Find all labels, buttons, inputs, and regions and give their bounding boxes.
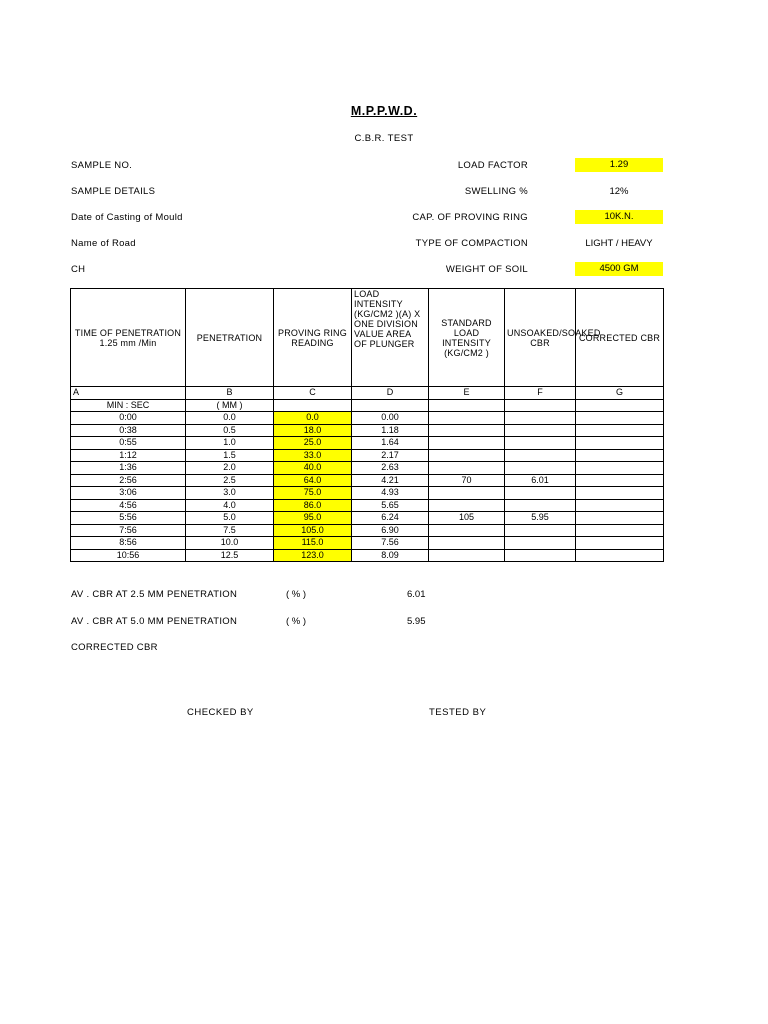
table-cell — [505, 437, 576, 450]
table-cell — [576, 487, 664, 500]
table-cell: 1.18 — [352, 424, 429, 437]
swelling-label: SWELLING % — [464, 186, 528, 197]
table-cell: 4.21 — [352, 474, 429, 487]
table-cell: 64.0 — [274, 474, 352, 487]
table-cell: 2.17 — [352, 449, 429, 462]
table-cell: 5.95 — [505, 512, 576, 525]
table-row — [71, 424, 664, 437]
table-row — [71, 474, 664, 487]
compaction-type-value: LIGHT / HEAVY — [585, 238, 653, 249]
table-cell: 7.5 — [186, 524, 274, 537]
table-row — [71, 512, 664, 525]
table-cell: 86.0 — [274, 499, 352, 512]
table-cell: 1.5 — [186, 449, 274, 462]
table-cell: 6.24 — [352, 512, 429, 525]
units-row — [71, 399, 664, 412]
proving-ring-capacity-value: 10K.N. — [575, 210, 663, 224]
load-factor-label: LOAD FACTOR — [457, 160, 528, 171]
unit-cell — [576, 399, 664, 412]
letter-cell: A — [71, 387, 186, 400]
table-cell — [576, 499, 664, 512]
table-cell — [429, 524, 505, 537]
table-cell — [429, 549, 505, 562]
unit-cell — [505, 399, 576, 412]
table-cell — [429, 424, 505, 437]
table-cell — [576, 412, 664, 425]
table-cell: 1.64 — [352, 437, 429, 450]
table-cell: 0:38 — [71, 424, 186, 437]
table-cell: 3.0 — [186, 487, 274, 500]
table-cell: 6.90 — [352, 524, 429, 537]
table-header-row — [71, 289, 664, 387]
table-cell: 6.01 — [505, 474, 576, 487]
header-load-intensity: LOAD INTENSITY (KG/CM2 )(A) X ONE DIVISION VALUE AREA OF PLUNGER — [352, 289, 429, 387]
avg-cbr-2-5-value: 6.01 — [407, 589, 426, 600]
chainage-label: CH — [71, 264, 86, 275]
table-cell: 70 — [429, 474, 505, 487]
table-row — [71, 449, 664, 462]
corrected-cbr-label: CORRECTED CBR — [71, 642, 158, 653]
table-row — [71, 499, 664, 512]
header-standard-load: STANDARD LOAD INTENSITY (KG/CM2 ) — [429, 289, 505, 387]
table-row — [71, 537, 664, 550]
swelling-value: 12% — [609, 186, 629, 197]
tested-by-label: TESTED BY — [429, 707, 487, 718]
table-cell: 25.0 — [274, 437, 352, 450]
table-cell: 0.0 — [186, 412, 274, 425]
letter-cell: G — [576, 387, 664, 400]
table-cell: 0:00 — [71, 412, 186, 425]
table-cell — [429, 487, 505, 500]
unit-cell — [429, 399, 505, 412]
table-cell: 5.65 — [352, 499, 429, 512]
header-unsoaked-cbr: UNSOAKED/SOAKED CBR — [505, 289, 576, 387]
sample-details-label: SAMPLE DETAILS — [71, 186, 156, 197]
load-factor-value: 1.29 — [575, 158, 663, 172]
unit-cell: ( MM ) — [186, 399, 274, 412]
letter-cell: B — [186, 387, 274, 400]
table-cell — [505, 424, 576, 437]
table-cell: 123.0 — [274, 549, 352, 562]
unit-cell — [274, 399, 352, 412]
table-cell: 7.56 — [352, 537, 429, 550]
table-cell: 1:12 — [71, 449, 186, 462]
table-cell — [576, 537, 664, 550]
table-row — [71, 462, 664, 475]
table-cell — [505, 487, 576, 500]
table-cell: 18.0 — [274, 424, 352, 437]
table-cell: 0.5 — [186, 424, 274, 437]
unit-cell — [352, 399, 429, 412]
table-cell: 2.63 — [352, 462, 429, 475]
table-cell: 115.0 — [274, 537, 352, 550]
table-cell — [429, 437, 505, 450]
casting-date-label: Date of Casting of Mould — [71, 212, 183, 223]
table-cell: 5:56 — [71, 512, 186, 525]
table-cell — [429, 449, 505, 462]
table-cell: 0.00 — [352, 412, 429, 425]
table-cell: 12.5 — [186, 549, 274, 562]
table-cell: 0:55 — [71, 437, 186, 450]
table-row — [71, 437, 664, 450]
table-cell: 4.93 — [352, 487, 429, 500]
header-time: TIME OF PENETRATION 1.25 mm /Min — [71, 289, 186, 387]
table-cell — [576, 462, 664, 475]
page-title: M.P.P.W.D. — [350, 104, 418, 118]
table-cell — [576, 524, 664, 537]
header-proving-ring: PROVING RING READING — [274, 289, 352, 387]
table-cell: 8.09 — [352, 549, 429, 562]
avg-cbr-5-0-label: AV . CBR AT 5.0 MM PENETRATION — [71, 616, 238, 627]
table-cell: 10:56 — [71, 549, 186, 562]
table-cell — [576, 474, 664, 487]
table-cell: 105.0 — [274, 524, 352, 537]
table-cell: 4:56 — [71, 499, 186, 512]
compaction-type-label: TYPE OF COMPACTION — [415, 238, 528, 249]
table-cell: 1.0 — [186, 437, 274, 450]
table-cell: 5.0 — [186, 512, 274, 525]
table-cell — [576, 549, 664, 562]
unit-cell: MIN : SEC — [71, 399, 186, 412]
table-cell — [576, 449, 664, 462]
table-cell — [429, 537, 505, 550]
table-cell: 95.0 — [274, 512, 352, 525]
page-subtitle: C.B.R. TEST — [354, 133, 414, 144]
table-cell: 0.0 — [274, 412, 352, 425]
table-cell — [576, 512, 664, 525]
header-penetration: PENETRATION — [186, 289, 274, 387]
avg-cbr-5-0-value: 5.95 — [407, 616, 426, 627]
avg-cbr-2-5-unit: ( % ) — [286, 589, 307, 600]
table-cell: 3:06 — [71, 487, 186, 500]
table-row — [71, 549, 664, 562]
table-cell: 10.0 — [186, 537, 274, 550]
column-letter-row — [71, 387, 664, 400]
avg-cbr-2-5-label: AV . CBR AT 2.5 MM PENETRATION — [71, 589, 238, 600]
table-cell — [576, 437, 664, 450]
table-cell — [429, 499, 505, 512]
table-cell: 2:56 — [71, 474, 186, 487]
table-cell: 4.0 — [186, 499, 274, 512]
table-cell — [429, 462, 505, 475]
proving-ring-capacity-label: CAP. OF PROVING RING — [412, 212, 528, 223]
cbr-data-table — [70, 288, 664, 562]
table-row — [71, 487, 664, 500]
table-cell — [505, 524, 576, 537]
table-cell: 8:56 — [71, 537, 186, 550]
sample-no-label: SAMPLE NO. — [71, 160, 133, 171]
table-cell: 2.5 — [186, 474, 274, 487]
table-cell — [505, 499, 576, 512]
checked-by-label: CHECKED BY — [187, 707, 254, 718]
letter-cell: C — [274, 387, 352, 400]
table-cell — [505, 449, 576, 462]
table-cell — [505, 412, 576, 425]
letter-cell: E — [429, 387, 505, 400]
table-cell — [576, 424, 664, 437]
table-cell — [505, 549, 576, 562]
table-row — [71, 524, 664, 537]
table-cell: 75.0 — [274, 487, 352, 500]
table-cell: 1:36 — [71, 462, 186, 475]
table-row — [71, 412, 664, 425]
table-cell: 7:56 — [71, 524, 186, 537]
table-cell: 40.0 — [274, 462, 352, 475]
letter-cell: D — [352, 387, 429, 400]
letter-cell: F — [505, 387, 576, 400]
table-cell: 33.0 — [274, 449, 352, 462]
table-cell: 2.0 — [186, 462, 274, 475]
table-cell: 105 — [429, 512, 505, 525]
road-name-label: Name of Road — [71, 238, 136, 249]
avg-cbr-5-0-unit: ( % ) — [286, 616, 307, 627]
header-corrected-cbr: CORRECTED CBR — [576, 289, 664, 387]
table-cell — [505, 537, 576, 550]
soil-weight-label: WEIGHT OF SOIL — [445, 264, 528, 275]
table-cell — [505, 462, 576, 475]
soil-weight-value: 4500 GM — [575, 262, 663, 276]
table-cell — [429, 412, 505, 425]
